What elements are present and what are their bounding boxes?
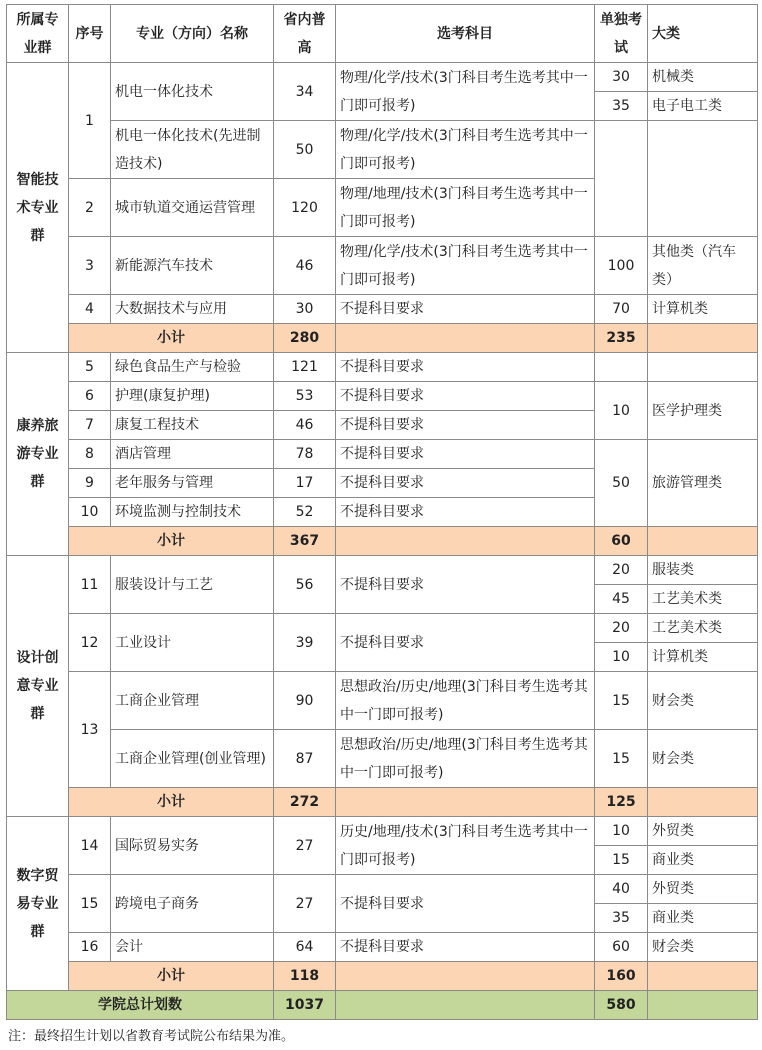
category: 财会类 bbox=[648, 672, 758, 730]
single-exam-count: 40 bbox=[595, 875, 648, 904]
major-name: 绿色食品生产与检验 bbox=[111, 353, 274, 382]
subject-requirement: 思想政治/历史/地理(3门科目考生选考其中一门即可报考) bbox=[336, 672, 595, 730]
category: 服装类 bbox=[648, 556, 758, 585]
category: 工艺美术类 bbox=[648, 614, 758, 643]
major-name: 康复工程技术 bbox=[111, 411, 274, 440]
table-row bbox=[7, 672, 758, 701]
table-row bbox=[7, 875, 758, 904]
subtotal-provincial: 280 bbox=[274, 324, 336, 353]
row-no: 3 bbox=[69, 237, 111, 295]
provincial-count: 34 bbox=[274, 63, 336, 121]
row-no: 5 bbox=[69, 353, 111, 382]
single-exam-count: 10 bbox=[595, 817, 648, 846]
header-row bbox=[7, 5, 758, 63]
provincial-count: 78 bbox=[274, 440, 336, 469]
header-group: 所属专业群 bbox=[7, 5, 69, 63]
major-name: 城市轨道交通运营管理 bbox=[111, 179, 274, 237]
major-name: 跨境电子商务 bbox=[111, 875, 274, 933]
row-no: 4 bbox=[69, 295, 111, 324]
table-row bbox=[7, 63, 758, 92]
single-exam-count bbox=[595, 353, 648, 382]
table-row bbox=[7, 237, 758, 266]
subtotal-single: 160 bbox=[595, 962, 648, 991]
provincial-count: 90 bbox=[274, 672, 336, 730]
header-provincial: 省内普高 bbox=[274, 5, 336, 63]
single-exam-count: 30 bbox=[595, 63, 648, 92]
provincial-count: 87 bbox=[274, 730, 336, 788]
major-name: 工商企业管理 bbox=[111, 672, 274, 730]
major-name: 老年服务与管理 bbox=[111, 469, 274, 498]
header-single: 单独考试 bbox=[595, 5, 648, 63]
total-row bbox=[7, 991, 758, 1020]
provincial-count: 50 bbox=[274, 121, 336, 179]
subject-requirement: 不提科目要求 bbox=[336, 353, 595, 382]
provincial-count: 27 bbox=[274, 875, 336, 933]
row-no: 7 bbox=[69, 411, 111, 440]
subtotal-single: 60 bbox=[595, 527, 648, 556]
subject-requirement: 不提科目要求 bbox=[336, 469, 595, 498]
subtotal-single: 125 bbox=[595, 788, 648, 817]
provincial-count: 121 bbox=[274, 353, 336, 382]
category: 旅游管理类 bbox=[648, 440, 758, 527]
major-name: 工商企业管理(创业管理) bbox=[111, 730, 274, 788]
single-exam-count: 50 bbox=[595, 440, 648, 527]
subject-requirement: 不提科目要求 bbox=[336, 440, 595, 469]
subject-requirement: 不提科目要求 bbox=[336, 382, 595, 411]
subject-requirement: 物理/化学/技术(3门科目考生选考其中一门即可报考) bbox=[336, 63, 595, 121]
subject-requirement: 不提科目要求 bbox=[336, 875, 595, 933]
header-subjects: 选考科目 bbox=[336, 5, 595, 63]
category: 计算机类 bbox=[648, 643, 758, 672]
subtotal-provincial: 118 bbox=[274, 962, 336, 991]
category bbox=[648, 121, 758, 237]
table-row bbox=[7, 382, 758, 411]
single-exam-count: 100 bbox=[595, 237, 648, 295]
subtotal-label: 小计 bbox=[69, 788, 274, 817]
major-name: 酒店管理 bbox=[111, 440, 274, 469]
provincial-count: 64 bbox=[274, 933, 336, 962]
group-name: 数字贸易专业群 bbox=[7, 817, 69, 991]
single-exam-count: 20 bbox=[595, 614, 648, 643]
category: 工艺美术类 bbox=[648, 585, 758, 614]
provincial-count: 53 bbox=[274, 382, 336, 411]
provincial-count: 46 bbox=[274, 411, 336, 440]
provincial-count: 120 bbox=[274, 179, 336, 237]
major-name: 新能源汽车技术 bbox=[111, 237, 274, 295]
footnote: 注：最终招生计划以省教育考试院公布结果为准。 bbox=[8, 1029, 295, 1044]
row-no: 15 bbox=[69, 875, 111, 933]
header-category: 大类 bbox=[648, 5, 758, 63]
major-name: 机电一体化技术(先进制造技术) bbox=[111, 121, 274, 179]
table-row bbox=[7, 730, 758, 759]
row-no: 11 bbox=[69, 556, 111, 614]
major-name: 机电一体化技术 bbox=[111, 63, 274, 121]
row-no: 6 bbox=[69, 382, 111, 411]
row-no: 12 bbox=[69, 614, 111, 672]
major-name: 工业设计 bbox=[111, 614, 274, 672]
provincial-count: 56 bbox=[274, 556, 336, 614]
subject-requirement: 历史/地理/技术(3门科目考生选考其中一门即可报考) bbox=[336, 817, 595, 875]
subtotal-provincial: 272 bbox=[274, 788, 336, 817]
total-label: 学院总计划数 bbox=[7, 991, 274, 1020]
major-name: 环境监测与控制技术 bbox=[111, 498, 274, 527]
subtotal-label: 小计 bbox=[69, 324, 274, 353]
subtotal-row bbox=[7, 788, 758, 817]
major-name: 服装设计与工艺 bbox=[111, 556, 274, 614]
subject-requirement: 不提科目要求 bbox=[336, 556, 595, 614]
header-major: 专业（方向）名称 bbox=[111, 5, 274, 63]
category: 计算机类 bbox=[648, 295, 758, 324]
table-row bbox=[7, 556, 758, 585]
single-exam-count: 15 bbox=[595, 672, 648, 730]
category: 其他类（汽车类） bbox=[648, 237, 758, 295]
group-name: 智能技术专业群 bbox=[7, 63, 69, 353]
subject-requirement: 不提科目要求 bbox=[336, 614, 595, 672]
category: 电子电工类 bbox=[648, 92, 758, 121]
major-name: 护理(康复护理) bbox=[111, 382, 274, 411]
single-exam-count: 35 bbox=[595, 904, 648, 933]
table-row bbox=[7, 121, 758, 150]
provincial-count: 52 bbox=[274, 498, 336, 527]
row-no: 9 bbox=[69, 469, 111, 498]
row-no: 8 bbox=[69, 440, 111, 469]
single-exam-count: 70 bbox=[595, 295, 648, 324]
row-no: 14 bbox=[69, 817, 111, 875]
subject-requirement: 物理/地理/技术(3门科目考生选考其中一门即可报考) bbox=[336, 179, 595, 237]
major-name: 会计 bbox=[111, 933, 274, 962]
category: 外贸类 bbox=[648, 817, 758, 846]
table-row bbox=[7, 295, 758, 324]
row-no: 16 bbox=[69, 933, 111, 962]
table-row bbox=[7, 440, 758, 469]
table-row bbox=[7, 933, 758, 962]
single-exam-count: 10 bbox=[595, 382, 648, 440]
subject-requirement: 思想政治/历史/地理(3门科目考生选考其中一门即可报考) bbox=[336, 730, 595, 788]
single-exam-count: 15 bbox=[595, 846, 648, 875]
category: 商业类 bbox=[648, 904, 758, 933]
subject-requirement: 不提科目要求 bbox=[336, 498, 595, 527]
provincial-count: 39 bbox=[274, 614, 336, 672]
group-name: 康养旅游专业群 bbox=[7, 353, 69, 556]
category: 商业类 bbox=[648, 846, 758, 875]
row-no: 1 bbox=[69, 63, 111, 179]
row-no: 2 bbox=[69, 179, 111, 237]
table-row bbox=[7, 614, 758, 643]
row-no: 13 bbox=[69, 672, 111, 788]
provincial-count: 27 bbox=[274, 817, 336, 875]
subject-requirement: 物理/化学/技术(3门科目考生选考其中一门即可报考) bbox=[336, 121, 595, 179]
subtotal-row bbox=[7, 324, 758, 353]
subtotal-provincial: 367 bbox=[274, 527, 336, 556]
header-no: 序号 bbox=[69, 5, 111, 63]
single-exam-count: 20 bbox=[595, 556, 648, 585]
subtotal-row bbox=[7, 962, 758, 991]
subtotal-label: 小计 bbox=[69, 962, 274, 991]
subject-requirement: 不提科目要求 bbox=[336, 933, 595, 962]
provincial-count: 46 bbox=[274, 237, 336, 295]
table-row bbox=[7, 353, 758, 382]
category: 医学护理类 bbox=[648, 382, 758, 440]
single-exam-count: 15 bbox=[595, 730, 648, 788]
total-provincial: 1037 bbox=[274, 991, 336, 1020]
provincial-count: 17 bbox=[274, 469, 336, 498]
subtotal-row bbox=[7, 527, 758, 556]
single-exam-count: 35 bbox=[595, 92, 648, 121]
total-single: 580 bbox=[595, 991, 648, 1020]
subtotal-label: 小计 bbox=[69, 527, 274, 556]
table-row bbox=[7, 817, 758, 846]
provincial-count: 30 bbox=[274, 295, 336, 324]
category: 外贸类 bbox=[648, 875, 758, 904]
group-name: 设计创意专业群 bbox=[7, 556, 69, 817]
subtotal-single: 235 bbox=[595, 324, 648, 353]
single-exam-count: 45 bbox=[595, 585, 648, 614]
major-name: 大数据技术与应用 bbox=[111, 295, 274, 324]
enrollment-plan-table bbox=[6, 4, 758, 1020]
category: 机械类 bbox=[648, 63, 758, 92]
subject-requirement: 物理/化学/技术(3门科目考生选考其中一门即可报考) bbox=[336, 237, 595, 295]
category: 财会类 bbox=[648, 933, 758, 962]
single-exam-count: 60 bbox=[595, 933, 648, 962]
single-exam-count: 10 bbox=[595, 643, 648, 672]
category: 财会类 bbox=[648, 730, 758, 788]
row-no: 10 bbox=[69, 498, 111, 527]
single-exam-count bbox=[595, 121, 648, 237]
subject-requirement: 不提科目要求 bbox=[336, 295, 595, 324]
major-name: 国际贸易实务 bbox=[111, 817, 274, 875]
subject-requirement: 不提科目要求 bbox=[336, 411, 595, 440]
category bbox=[648, 353, 758, 382]
